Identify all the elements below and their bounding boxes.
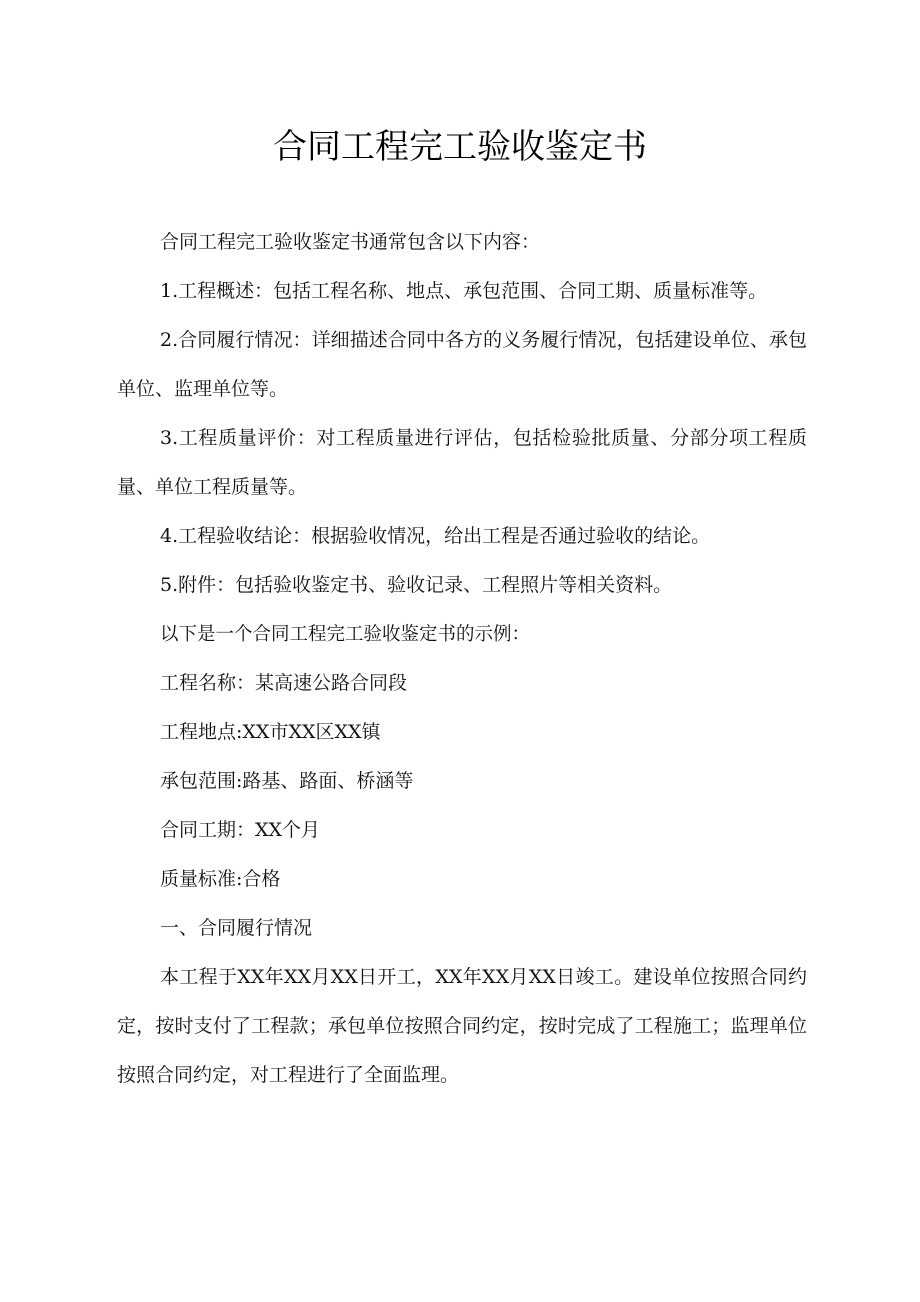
- item-overview: 1.工程概述：包括工程名称、地点、承包范围、合同工期、质量标准等。: [160, 280, 768, 302]
- document-body: [117, 218, 807, 1100]
- field-contract-period: 合同工期：XX个月: [160, 819, 321, 841]
- item-acceptance-conclusion: 4.工程验收结论：根据验收情况，给出工程是否通过验收的结论。: [160, 525, 711, 547]
- example-intro: 以下是一个合同工程完工验收鉴定书的示例：: [160, 624, 531, 645]
- field-contract-scope: 承包范围:路基、路面、桥涵等: [160, 770, 414, 792]
- document-title: 合同工程完工验收鉴定书: [273, 127, 647, 167]
- field-project-location: 工程地点:XX市XX区XX镇: [160, 721, 381, 743]
- intro-paragraph: 合同工程完工验收鉴定书通常包含以下内容：: [160, 231, 541, 253]
- field-quality-standard: 质量标准:合格: [160, 868, 281, 890]
- section-heading-performance: 一、合同履行情况: [160, 917, 313, 939]
- item-contract-performance: 2.合同履行情况：详细描述合同中各方的义务履行情况，包括建设单位、承包单位、监理单位等。: [117, 329, 807, 400]
- item-attachments: 5.附件：包括验收鉴定书、验收记录、工程照片等相关资料。: [160, 574, 673, 596]
- field-project-name: 工程名称：某高速公路合同段: [160, 672, 408, 694]
- item-quality-evaluation: 3.工程质量评价：对工程质量进行评估，包括检验批质量、分部分项工程质量、单位工程质量等。: [117, 427, 807, 498]
- performance-paragraph: 本工程于XX年XX月XX日开工，XX年XX月XX日竣工。建设单位按照合同约定，按时支付了工程款；承包单位按照合同约定，按时完成了工程施工；监理单位按照合同约定，对工程进行了全面监理。: [117, 966, 807, 1086]
